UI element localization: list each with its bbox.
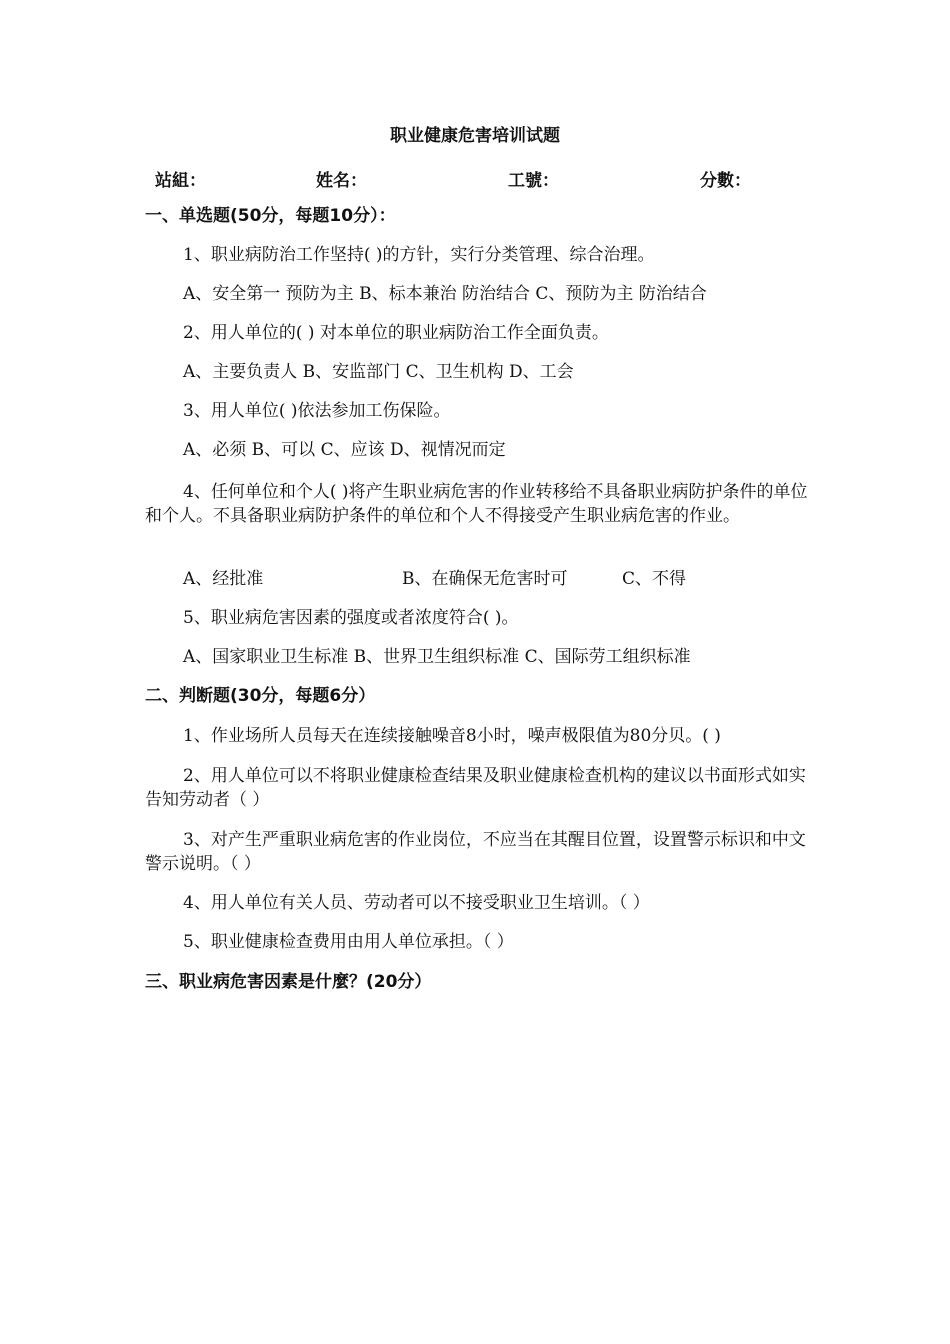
s1-question-2: 2、用人单位的( ) 对本单位的职业病防治工作全面负责。 [183,323,609,343]
section2-heading: 二、判断题(30分，每题6分） [145,686,376,706]
score-field-label: 分數： [700,171,751,191]
s1-question-5: 5、职业病危害因素的强度或者浓度符合( )。 [183,608,519,628]
s2-question-2: 2、用人单位可以不将职业健康检查结果及职业健康检查机构的建议以书面形式如实告知劳动者（ ） [145,766,806,810]
name-field-label: 姓名： [316,171,367,191]
s1-question-4: 4、任何单位和个人( )将产生职业病危害的作业转移给不具备职业病防护条件的单位和个人。不具备职业病防护条件的单位和个人不得接受产生职业病危害的作业。 [145,482,808,526]
s2-question-3: 3、对产生严重职业病危害的作业岗位，不应当在其醒目位置，设置警示标识和中文警示说明。（ ） [145,830,806,874]
id-field-label: 工號： [508,171,559,191]
s1-question-5-options: A、国家职业卫生标准 B、世界卫生组织标准 C、国际劳工组织标准 [183,647,691,667]
s1-question-4-option-c: C、不得 [622,569,687,589]
s2-question-5: 5、职业健康检查费用由用人单位承担。（ ） [183,932,514,952]
document-title: 职业健康危害培训试题 [390,126,560,146]
s1-question-3: 3、用人单位( )依法参加工伤保险。 [183,401,451,421]
s1-question-3-options: A、必须 B、可以 C、应该 D、视情况而定 [183,440,506,460]
station-field-label: 站組： [155,171,206,191]
section3-heading: 三、职业病危害因素是什麼？(20分） [145,972,432,992]
s1-question-4-option-a: A、经批准 [183,569,264,589]
s1-question-2-options: A、主要负责人 B、安监部门 C、卫生机构 D、工会 [183,362,574,382]
section1-heading: 一、单选题(50分，每题10分）： [145,206,396,226]
s1-question-1: 1、职业病防治工作坚持( )的方针，实行分类管理、综合治理。 [183,245,655,265]
s1-question-4-option-b: B、在确保无危害时可 [402,569,568,589]
s1-question-1-options: A、安全第一 预防为主 B、标本兼治 防治结合 C、预防为主 防治结合 [183,284,707,304]
s2-question-1: 1、作业场所人员每天在连续接触噪音8小时，噪声极限值为80分贝。( ) [183,726,721,746]
s2-question-4: 4、用人单位有关人员、劳动者可以不接受职业卫生培训。（ ） [183,893,650,913]
